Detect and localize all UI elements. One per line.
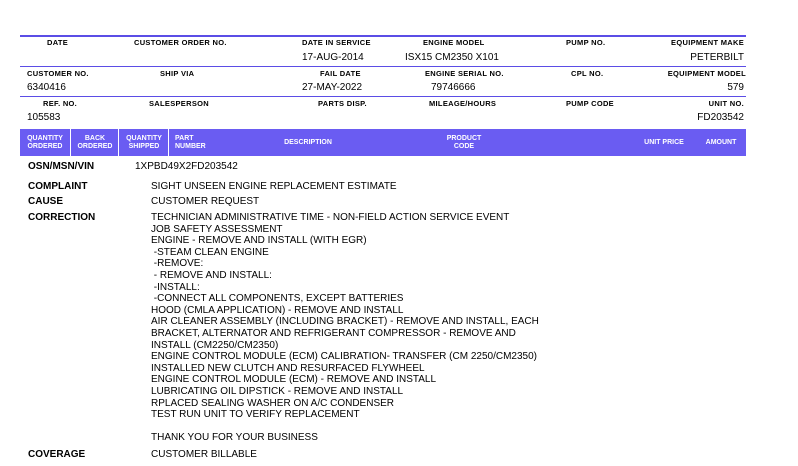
- correction-line: RPLACED SEALING WASHER ON A/C CONDENSER: [151, 397, 395, 409]
- correction-line: INSTALL (CM2250/CM2350): [151, 339, 279, 351]
- header-customer-order-no: CUSTOMER ORDER NO.: [134, 38, 227, 47]
- header-fail-date: FAIL DATE: [320, 69, 361, 78]
- col-quantity-ordered: QUANTITY ORDERED: [27, 134, 63, 150]
- header-unit-no: UNIT NO.: [708, 99, 744, 108]
- engine-serial-no-value: 79746666: [431, 82, 476, 93]
- col-amount: AMOUNT: [705, 138, 737, 146]
- engine-model-value: ISX15 CM2350 X101: [405, 52, 499, 63]
- correction-line: TEST RUN UNIT TO VERIFY REPLACEMENT: [151, 409, 360, 421]
- equipment-model-value: 579: [727, 82, 744, 93]
- header-engine-serial-no: ENGINE SERIAL NO.: [425, 69, 504, 78]
- header-pump-code: PUMP CODE: [566, 99, 614, 108]
- header-cpl-no: CPL NO.: [571, 69, 604, 78]
- header-date: DATE: [47, 38, 69, 47]
- col-unit-price: UNIT PRICE: [644, 138, 684, 146]
- correction-line: HOOD (CMLA APPLICATION) - REMOVE AND INSTALL: [151, 304, 404, 316]
- col-part-number: PART NUMBER: [168, 129, 223, 156]
- column-header-band: [20, 129, 746, 156]
- header-salesperson: SALESPERSON: [149, 99, 209, 108]
- row1-rule: [20, 66, 746, 67]
- header-equipment-model: EQUIPMENT MODEL: [667, 69, 746, 78]
- coverage-label: COVERAGE: [28, 449, 86, 460]
- col-back-ordered: BACK ORDERED: [70, 129, 119, 156]
- osn-label: OSN/MSN/VIN: [28, 161, 95, 172]
- fail-date-value: 27-MAY-2022: [302, 82, 363, 93]
- correction-lines: [151, 212, 539, 444]
- customer-no-value: 6340416: [27, 82, 66, 93]
- cause-label: CAUSE: [28, 196, 64, 207]
- correction-line: ENGINE - REMOVE AND INSTALL (WITH EGR): [151, 235, 367, 247]
- ref-no-value: 105583: [27, 112, 61, 123]
- date-in-service-value: 17-AUG-2014: [302, 52, 364, 63]
- col-quantity-shipped: QUANTITY SHIPPED: [118, 129, 169, 156]
- header-mileage-hours: MILEAGE/HOURS: [429, 99, 497, 108]
- correction-line: INSTALLED NEW CLUTCH AND RESURFACED FLYWHEEL: [151, 362, 425, 374]
- correction-line: LUBRICATING OIL DIPSTICK - REMOVE AND INSTALL: [151, 385, 404, 397]
- correction-line: - REMOVE AND INSTALL:: [151, 269, 272, 281]
- complaint-label: COMPLAINT: [28, 181, 88, 192]
- unit-no-value: FD203542: [697, 112, 744, 123]
- header-engine-model: ENGINE MODEL: [423, 38, 485, 47]
- coverage-value: CUSTOMER BILLABLE: [151, 449, 257, 460]
- row2-rule: [20, 96, 746, 97]
- correction-label: CORRECTION: [28, 212, 96, 223]
- correction-line: AIR CLEANER ASSEMBLY (INCLUDING BRACKET) - REMOVE AND INSTALL, EACH: [151, 316, 539, 328]
- correction-line: -INSTALL:: [151, 281, 200, 293]
- header-equipment-make: EQUIPMENT MAKE: [671, 38, 744, 47]
- header-pump-no: PUMP NO.: [566, 38, 606, 47]
- correction-line: BRACKET, ALTERNATOR AND REFRIGERANT COMPRESSOR - REMOVE AND: [151, 327, 516, 339]
- col-description: DESCRIPTION: [284, 138, 332, 146]
- correction-line: [151, 421, 539, 433]
- cause-value: CUSTOMER REQUEST: [151, 196, 260, 207]
- correction-line: -CONNECT ALL COMPONENTS, EXCEPT BATTERIES: [151, 293, 404, 305]
- correction-line: ENGINE CONTROL MODULE (ECM) - REMOVE AND INSTALL: [151, 374, 437, 386]
- correction-line: -REMOVE:: [151, 258, 204, 270]
- col-product-code: PRODUCT CODE: [446, 134, 482, 150]
- header-parts-disp: PARTS DISP.: [318, 99, 367, 108]
- correction-line: JOB SAFETY ASSESSMENT: [151, 223, 283, 235]
- complaint-value: SIGHT UNSEEN ENGINE REPLACEMENT ESTIMATE: [151, 181, 397, 192]
- header-customer-no: CUSTOMER NO.: [27, 69, 89, 78]
- correction-line: -STEAM CLEAN ENGINE: [151, 246, 269, 258]
- header-date-in-service: DATE IN SERVICE: [302, 38, 371, 47]
- header-ship-via: SHIP VIA: [160, 69, 195, 78]
- header-ref-no: REF. NO.: [43, 99, 78, 108]
- equipment-make-value: PETERBILT: [690, 52, 744, 63]
- correction-line: ENGINE CONTROL MODULE (ECM) CALIBRATION- TRANSFER (CM 2250/CM2350): [151, 351, 537, 363]
- osn-value: 1XPBD49X2FD203542: [135, 161, 238, 172]
- top-rule: [20, 35, 746, 37]
- correction-line: TECHNICIAN ADMINISTRATIVE TIME - NON-FIELD ACTION SERVICE EVENT: [151, 212, 510, 223]
- correction-line: THANK YOU FOR YOUR BUSINESS: [151, 432, 318, 444]
